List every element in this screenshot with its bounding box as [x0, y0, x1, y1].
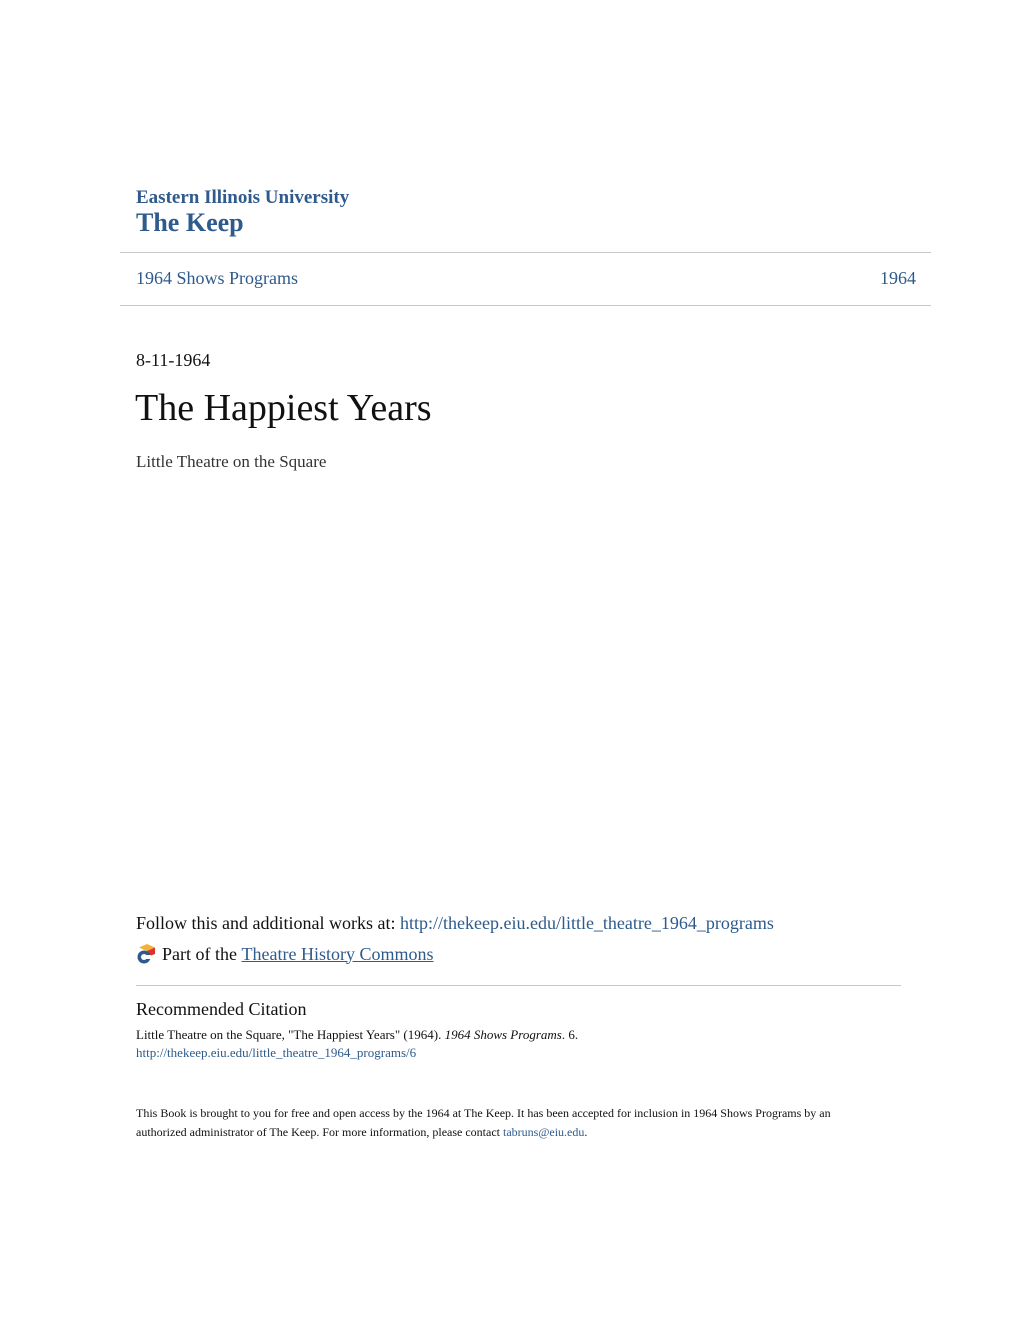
- collection-link[interactable]: 1964 Shows Programs: [136, 268, 299, 288]
- year-link[interactable]: 1964: [880, 268, 916, 288]
- citation-prefix: Little Theatre on the Square, "The Happiest Years" (1964).: [136, 1027, 442, 1042]
- citation-series: 1964 Shows Programs: [444, 1027, 562, 1042]
- citation-text: [136, 1027, 578, 1043]
- repository-name[interactable]: The Keep: [136, 208, 244, 237]
- item-author: Little Theatre on the Square: [136, 452, 327, 471]
- follow-label: Follow this and additional works at:: [136, 913, 396, 933]
- commons-icon: [136, 943, 158, 965]
- follow-line: [136, 913, 774, 934]
- item-date: 8-11-1964: [136, 350, 211, 370]
- follow-url-link[interactable]: http://thekeep.eiu.edu/little_theatre_1964_programs: [399, 913, 774, 933]
- part-of-line: [136, 943, 433, 965]
- footer-period: .: [584, 1125, 588, 1139]
- contact-email-link[interactable]: tabruns@eiu.edu: [503, 1125, 585, 1139]
- commons-link[interactable]: Theatre History Commons: [241, 943, 434, 964]
- part-of-label: Part of the: [162, 943, 237, 964]
- footer-text: This Book is brought to you for free and open access by the 1964 at The Keep. It has been accepted for inclusion in 1964 Shows Programs by an authorized administrator of The Keep. For more information, please contact: [136, 1106, 831, 1139]
- middle-divider: [120, 305, 931, 306]
- top-divider: [120, 252, 931, 253]
- item-title: The Happiest Years: [135, 387, 432, 429]
- footer-notice: [136, 1104, 876, 1142]
- citation-url-link[interactable]: http://thekeep.eiu.edu/little_theatre_1964_programs/6: [136, 1045, 417, 1060]
- bottom-divider: [136, 985, 901, 986]
- citation-heading: Recommended Citation: [136, 999, 307, 1019]
- citation-number: . 6.: [561, 1027, 579, 1042]
- institution-name[interactable]: Eastern Illinois University: [136, 187, 350, 208]
